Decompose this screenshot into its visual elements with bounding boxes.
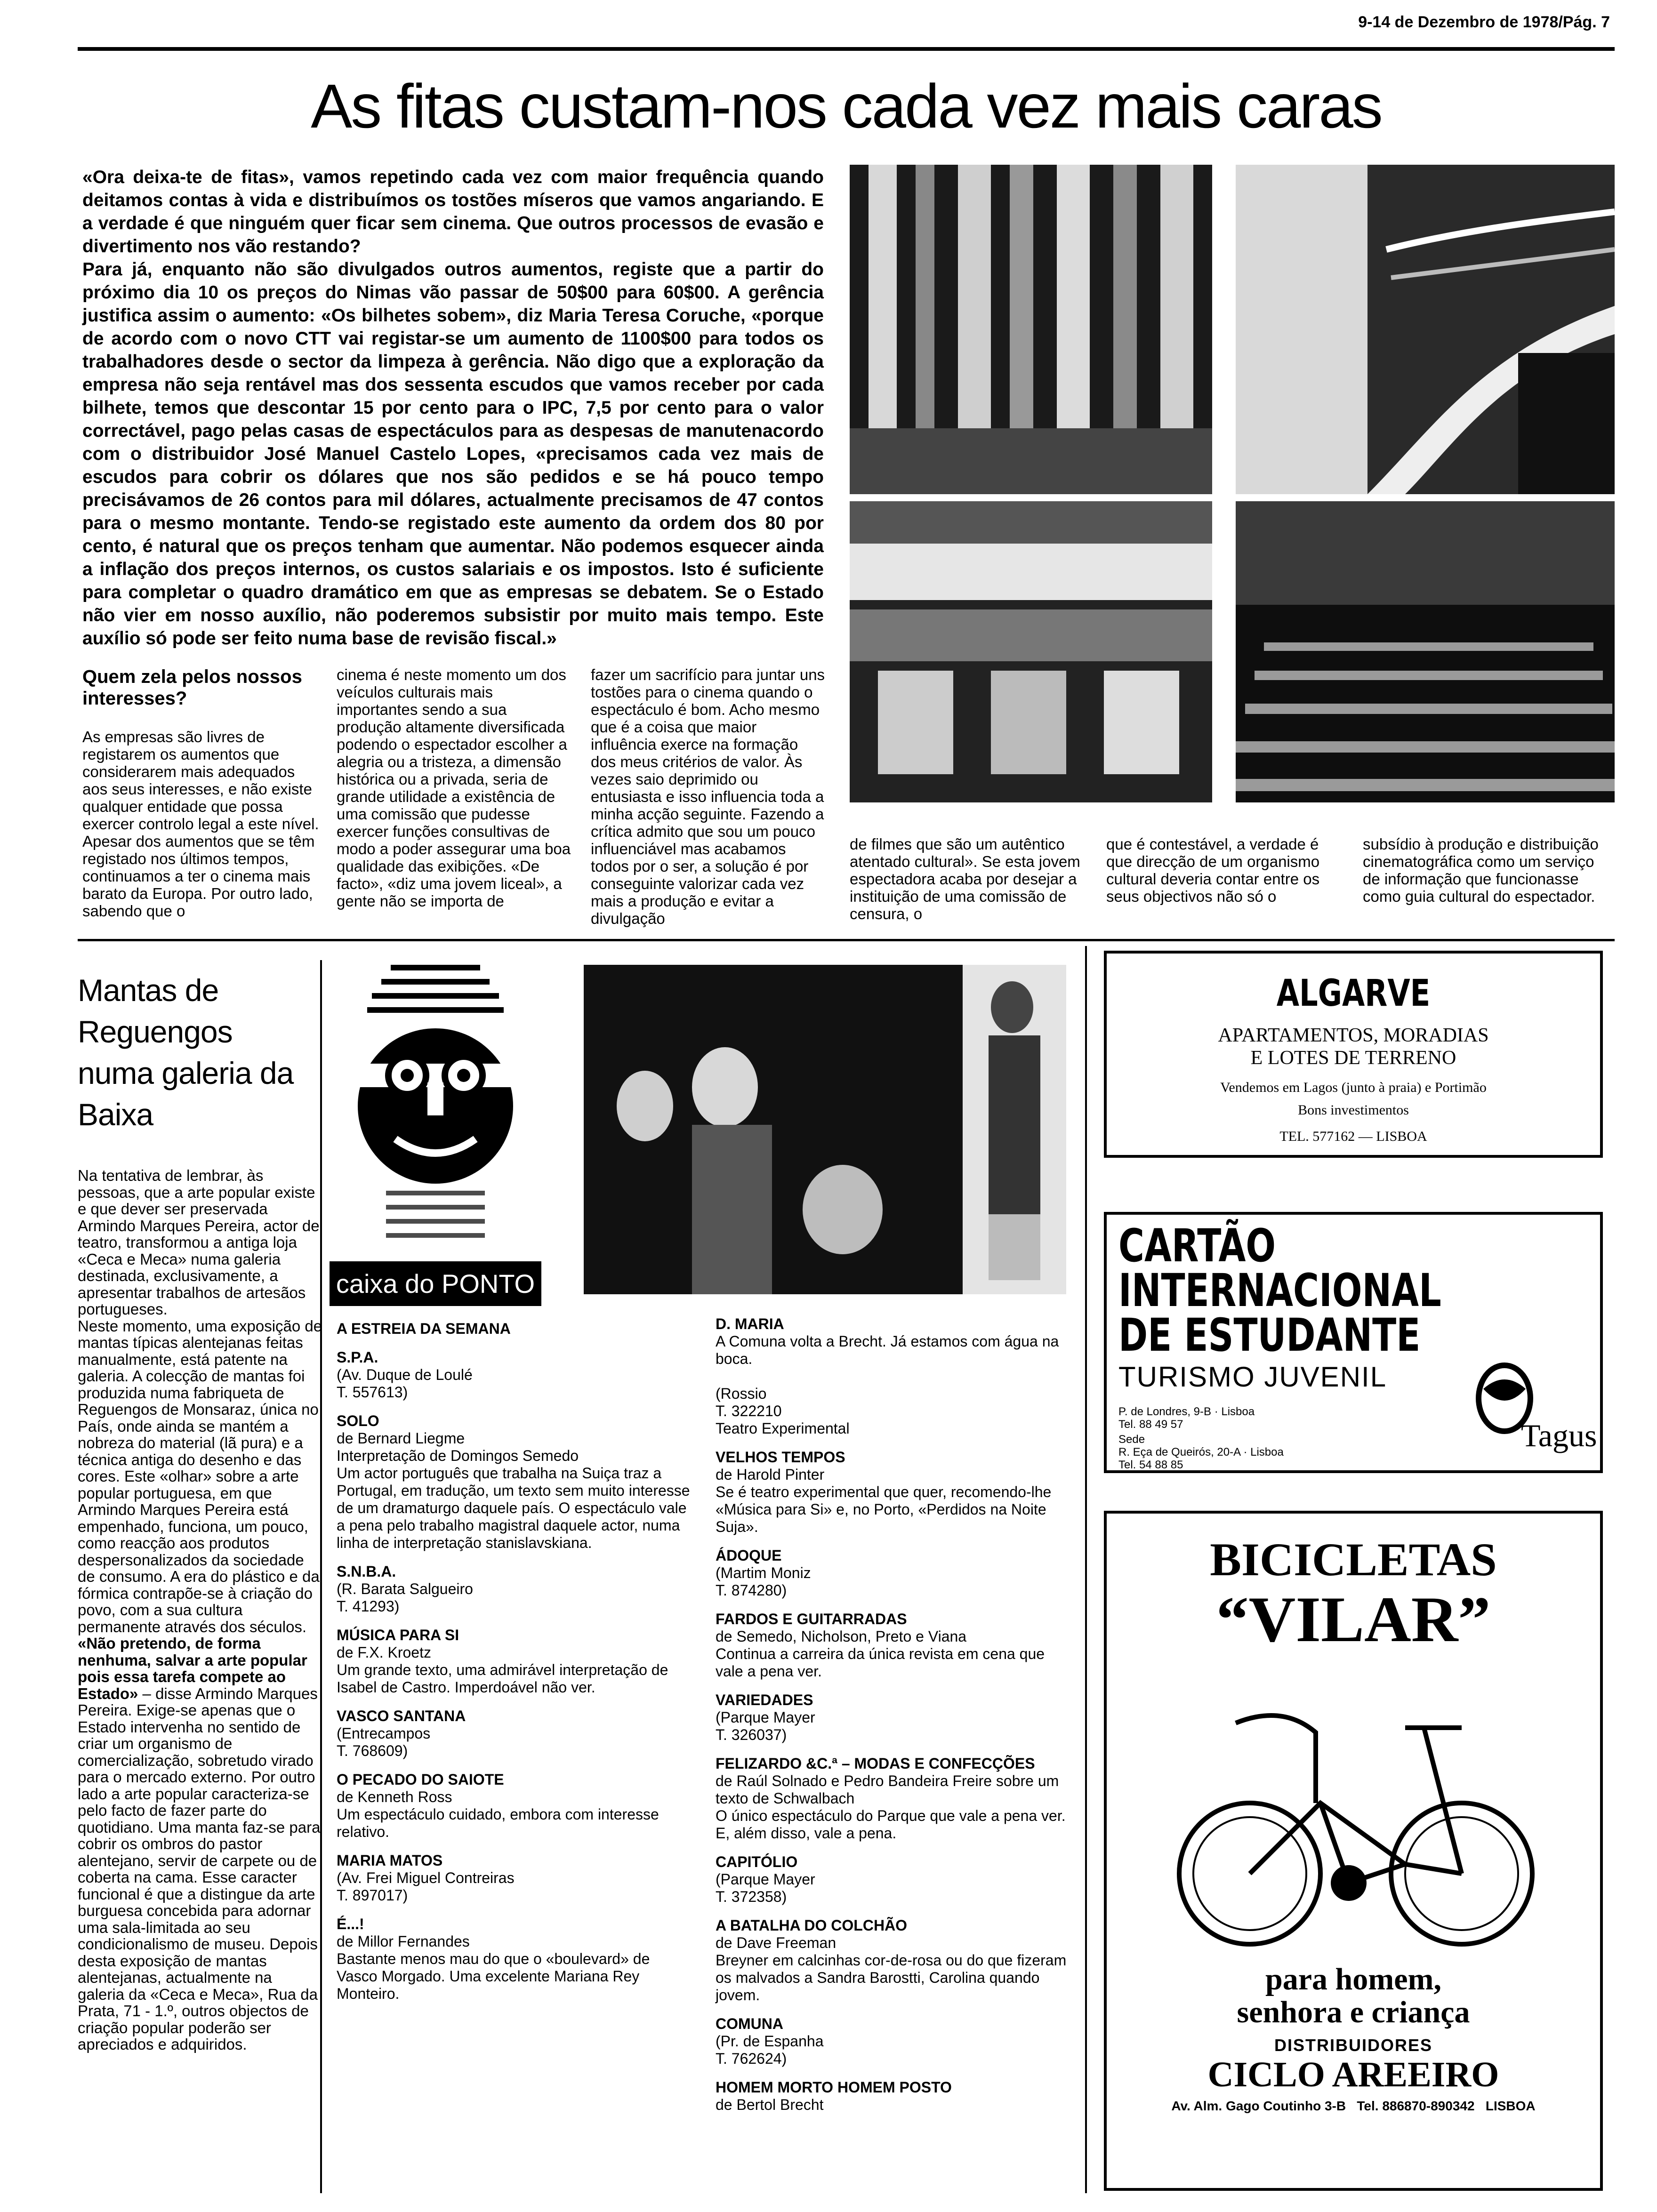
mantas-paragraph-3: – disse Armindo Marques Pereira. Exige-se apenas que o Estado intervenha no sentido de criar um organismo de comercialização, sobretudo virado para o mercado externo. Por outro lado a arte popular caracteriza-se pelo facto de fazer parte do quotidiano. Uma manta faz-se para cobrir os ombros do pastor alentejano, servir de carpete ou de coberta na cama. Esse caracter funcional é que a distingue da arte burguesa concebida para adornar uma sala-limitada ao seu condicionalismo de museu. Depois desta exposição de mantas alentejanas, actualmente na galeria da «Ceca e Meca», Rua da Prata, 71 - 1.º, outros objectos de criação popular poderão ser apreciados e adquiridos.	[78, 1684, 321, 2053]
column-2	[337, 666, 572, 911]
column-1	[82, 666, 322, 921]
photo-cinema-auditorium	[1236, 501, 1615, 802]
bicycle-icon	[1160, 1662, 1546, 1954]
column-1-text: As empresas são livres de registarem os aumentos que considerarem mais adequados aos seus interesses, e não existe qualquer entidade que possa exercer controlo legal a este nível. Apesar dos aumentos que se têm registado nos últimos tempos, continuamos a ter o cinema mais barato da Europa. Por outro lado, sabendo que o	[82, 728, 319, 920]
lead-paragraph-1: «Ora deixa-te de fitas», vamos repetindo cada vez com maior frequência quando deitamos contas à vida e distribuímos os tostões míseros que vamos angariando. E a verdade é que ninguém quer ficar sem cinema. Que outros processos de evasão e divertimento nos vão restando?	[82, 167, 824, 256]
listing-venue-title: A ESTREIA DA SEMANA	[337, 1320, 511, 1337]
listing-venue-details: de Bertol Brecht	[716, 2096, 824, 2113]
ad-algarve-title: ALGARVE	[1276, 972, 1431, 1015]
ad-cartao-brand: Tagus	[1521, 1418, 1597, 1453]
listing-venue-title: S.N.B.A.	[337, 1563, 396, 1580]
ad-bicicletas-vilar	[1104, 1511, 1603, 2191]
ad-cartao-tel1: Tel. 88 49 57	[1118, 1418, 1183, 1431]
column-2-text: cinema é neste momento um dos veículos culturais mais importantes sendo a sua produção altamente diversificada podendo o espectador escolher a alegria ou a tristeza, a dimensão histórica ou a privada, seria de grande utilidade a existência de uma comissão que pudesse exercer funções consultivas de modo a poder assegurar uma boa qualidade das exibições. «De facto», «diz uma jovem liceal», a gente não se importa de	[337, 666, 571, 910]
listings-left	[337, 1320, 694, 2003]
photo-theatre-scene	[584, 965, 1066, 1294]
listing-venue-details: de Dave Freeman Breyner em calcinhas cor-de-rosa ou do que fizeram os malvados a Sandra Barostti, Carolina quando jovem.	[716, 1934, 1067, 2004]
listing-venue-details: A Comuna volta a Brecht. Já estamos com água na boca. (Rossio T. 322210 Teatro Experimental	[716, 1333, 1059, 1437]
mantas-title: Mantas de Reguengos numa galeria da Baixa	[78, 973, 294, 1132]
listing-venue-details: de Millor Fernandes Bastante menos mau do que o «boulevard» de Vasco Morgado. Uma excelente Mariana Rey Monteiro.	[337, 1933, 650, 2002]
ad-vilar-line6: CICLO AREEIRO	[1207, 2055, 1499, 2094]
section-divider	[78, 939, 1615, 941]
ad-cartao-line2: INTERNACIONAL	[1118, 1264, 1441, 1317]
listing-venue-details: (Av. Frei Miguel Contreiras T. 897017)	[337, 1869, 515, 1904]
listing-venue-details: de Semedo, Nicholson, Preto e Viana Continua a carreira da única revista em cena que vale a pena ver.	[716, 1628, 1045, 1680]
listing-venue-title: S.P.A.	[337, 1349, 378, 1366]
listing-venue-details: (Pr. de Espanha T. 762624)	[716, 2033, 824, 2067]
listing-venue-details: de F.X. Kroetz Um grande texto, uma admirável interpretação de Isabel de Castro. Imperdoável não ver.	[337, 1644, 668, 1696]
mantas-paragraph-1: Na tentativa de lembrar, às pessoas, que a arte popular existe e que dever ser preservada Armindo Marques Pereira, actor de teatro, transformou a antiga loja «Ceca e Meca» numa galeria destinada, exclusivamente, a apresentar trabalhos de artesãos portugueses.	[78, 1167, 320, 1318]
photo-cinema-facade	[850, 165, 1212, 494]
listings-right	[716, 1315, 1073, 2114]
ad-vilar-line5: DISTRIBUIDORES	[1274, 2036, 1433, 2055]
ad-cartao-line3: DE ESTUDANTE	[1118, 1309, 1421, 1362]
ad-vilar-line3: para homem,	[1265, 1962, 1441, 1996]
listing-venue-title: HOMEM MORTO HOMEM POSTO	[716, 2079, 952, 2096]
top-rule	[78, 47, 1615, 51]
column-6-text: subsídio à produção e distribuição cinematográfica como um serviço de informação que funcionasse como guia cultural do espectador.	[1363, 835, 1599, 905]
ad-algarve-line4: Bons investimentos	[1298, 1102, 1409, 1118]
listing-venue-title: O PECADO DO SAIOTE	[337, 1771, 504, 1788]
ad-cartao-line4: TURISMO JUVENIL	[1118, 1361, 1387, 1393]
listing-venue-title: FELIZARDO &C.ª – MODAS E CONFECÇÕES	[716, 1755, 1035, 1772]
mantas-quote: «Não pretendo, de forma nenhuma, salvar a arte popular pois essa tarefa compete ao Estado»	[78, 1635, 307, 1702]
listing-venue-title: VARIEDADES	[716, 1691, 813, 1708]
dateline: 9-14 de Dezembro de 1978/Pág. 7	[1358, 13, 1610, 31]
listing-venue-details: (Parque Mayer T. 372358)	[716, 1871, 815, 1905]
ad-algarve	[1104, 951, 1603, 1158]
listing-venue-title: MÚSICA PARA SI	[337, 1627, 459, 1643]
mantas-article	[78, 1167, 322, 2053]
listing-venue-details: de Raúl Solnado e Pedro Bandeira Freire sobre um texto de Schwalbach O único espectáculo do Parque que vale a pena ver. E, além disso, vale a pena.	[716, 1772, 1066, 1842]
listing-venue-details: (Martim Moniz T. 874280)	[716, 1564, 811, 1599]
column-4-text: de filmes que são um autêntico atentado cultural». Se esta jovem espectadora acaba por desejar a instituição de uma comissão de censura, o	[850, 835, 1080, 922]
ad-cartao-tel2: Tel. 54 88 85	[1118, 1459, 1183, 1471]
listing-venue-title: SOLO	[337, 1412, 379, 1429]
mantas-paragraph-2: Neste momento, uma exposição de mantas típicas alentejanas feitas manualmente, está patente na galeria. A colecção de mantas foi produzida numa fabriqueta de Reguengos de Monsaraz, única no País, onde ainda se mantém a nobreza do material (lã pura) e a técnica antiga do desenho e das cores. Este «olhar» sobre a arte popular portuguesa, em que Armindo Marques Pereira está empenhado, funciona, um pouco, como reacção aos produtos despersonalizados da sociedade de consumo. A era do plástico e da fórmica contrapõe-se à criação do povo, com a sua cultura permanente através dos séculos.	[78, 1317, 322, 1635]
listing-venue-title: D. MARIA	[716, 1315, 784, 1332]
column-1-subhead: Quem zela pelos nossos interesses?	[82, 666, 302, 709]
listing-venue-title: CAPITÓLIO	[716, 1853, 798, 1870]
column-4	[850, 835, 1085, 923]
listing-venue-title: MARIA MATOS	[337, 1852, 443, 1869]
ad-vilar-line2: “VILAR”	[1216, 1583, 1491, 1655]
headline: As fitas custam-nos cada vez mais caras	[311, 72, 1382, 141]
caixa-do-ponto-logo	[330, 965, 541, 1308]
listing-venue-title: É...!	[337, 1915, 364, 1932]
listing-venue-title: FARDOS E GUITARRADAS	[716, 1611, 907, 1627]
ad-vilar-line1: BICICLETAS	[1210, 1533, 1497, 1586]
caixa-do-ponto-label: caixa do PONTO	[330, 1261, 541, 1306]
ad-cartao-address1: P. de Londres, 9-B · Lisboa	[1118, 1405, 1255, 1418]
listing-venue-details: de Harold Pinter Se é teatro experimental que quer, recomendo-lhe «Música para Si» e, no Porto, «Perdidos na Noite Suja».	[716, 1466, 1052, 1535]
listing-venue-details: (Av. Duque de Loulé T. 557613)	[337, 1366, 473, 1401]
column-5	[1106, 835, 1342, 906]
listing-venue-details: (Parque Mayer T. 326037)	[716, 1709, 815, 1743]
listing-venue-title: VELHOS TEMPOS	[716, 1449, 845, 1466]
listing-venue-title: ÁDOQUE	[716, 1547, 782, 1564]
listing-venue-title: A BATALHA DO COLCHÃO	[716, 1917, 908, 1934]
ad-algarve-tel: TEL. 577162 — LISBOA	[1279, 1129, 1427, 1144]
ad-algarve-line2: E LOTES DE TERRENO	[1250, 1047, 1456, 1069]
listing-venue-details: (R. Barata Salgueiro T. 41293)	[337, 1580, 473, 1615]
lead-article	[82, 166, 824, 650]
column-3	[591, 666, 826, 928]
photo-cinema-staircase	[1236, 165, 1615, 494]
ad-cartao-estudante	[1104, 1212, 1603, 1473]
ad-vilar-line4: senhora e criança	[1237, 1995, 1470, 2029]
listing-venue-details: (Entrecampos T. 768609)	[337, 1725, 431, 1759]
ad-cartao-sede: Sede	[1118, 1433, 1145, 1446]
ad-algarve-line1: APARTAMENTOS, MORADIAS	[1218, 1025, 1489, 1046]
lead-paragraph-2: Para já, enquanto não são divulgados outros aumentos, registe que a partir do próximo dia 10 os preços do Nimas vão passar de 50$00 para 60$00. A gerência justifica assim o aumento: «Os bilhetes sobem», diz Maria Teresa Coruche, «porque de acordo com o novo CTT vai registar-se um aumento de 1100$00 para todos os trabalhadores desde o sector da limpeza à gerência. Não digo que a exploração da empresa não seja rentável mas dos sessenta escudos que vamos receber por cada bilhete, temos que descontar 15 por cento para o IPC, 7,5 por cento para o valor correctável, pago pelas casas de espectáculos para as despesas de manutenacordo com o distribuidor José Manuel Castelo Lopes, «precisamos cada vez mais de escudos para cobrir os dólares que nos são pedidos e se há pouco tempo precisávamos de 26 contos para mil dólares, actualmente precisamos de 47 contos para o mesmo montante. Tendo-se registado este aumento da ordem dos 80 por cento, é natural que os preços tenham que aumentar. Não podemos esquecer ainda a inflação dos preços internos, os custos salariais e os impostos. Isto é suficiente para completar o quadro dramático em que as empresas se debatem. Se o Estado não vier em nosso auxílio, não poderemos subsistir por muito mais tempo. Este auxílio só pode ser feito numa base de revisão fiscal.»	[82, 259, 824, 649]
listing-venue-title: VASCO SANTANA	[337, 1707, 466, 1724]
column-divider-right	[1085, 946, 1087, 2193]
listing-venue-details: de Bernard Liegme Interpretação de Domingos Semedo Um actor português que trabalha na Suiça traz a Portugal, em tradução, um texto sem muito interesse de um dramaturgo daquele país. O espectáculo vale a pena pelo trabalho magistral daquele actor, numa linha de interpretação stanislavskiana.	[337, 1430, 690, 1551]
column-5-text: que é contestável, a verdade é que direcção de um organismo cultural deveria contar entre os seus objectivos não só o	[1106, 835, 1320, 905]
listing-venue-title: COMUNA	[716, 2015, 783, 2032]
ad-cartao-line1: CARTÃO	[1118, 1219, 1276, 1272]
photo-cinema-entrance	[850, 501, 1212, 802]
ad-cartao-address2: R. Eça de Queirós, 20-A · Lisboa	[1118, 1446, 1284, 1459]
ad-vilar-line7: Av. Alm. Gago Coutinho 3-B Tel. 886870-890342 LISBOA	[1171, 2099, 1536, 2113]
ad-algarve-line3: Vendemos em Lagos (junto à praia) e Portimão	[1220, 1080, 1487, 1095]
listing-venue-details: de Kenneth Ross Um espectáculo cuidado, embora com interesse relativo.	[337, 1788, 659, 1840]
column-6	[1363, 835, 1608, 906]
column-3-text: fazer um sacrifício para juntar uns tostões para o cinema quando o espectáculo é bom. Acho mesmo que é a coisa que maior influência exerce na formação dos meus critérios de valor. Às vezes saio deprimido ou entusiasta e isso influencia toda a minha acção seguinte. Fazendo a crítica admito que sou um pouco influenciável mas acabamos todos por o ser, a solução é por conseguinte valorizar cada vez mais a produção e evitar a divulgação	[591, 666, 825, 927]
